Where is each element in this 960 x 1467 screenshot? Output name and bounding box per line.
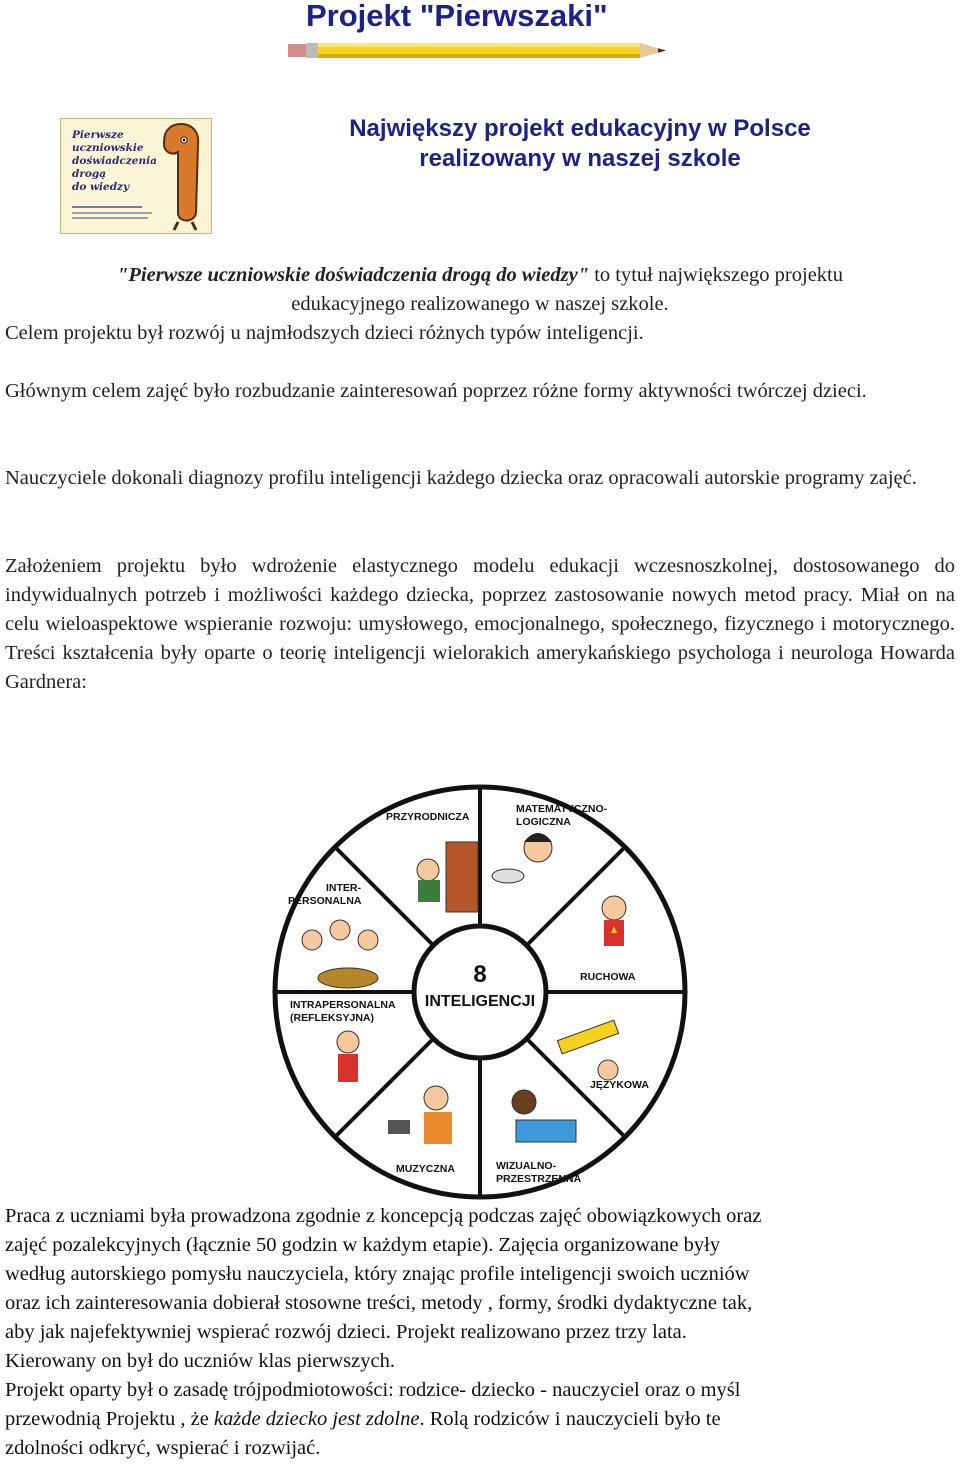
label-wizualno-2: PRZESTRZENNA	[496, 1173, 582, 1185]
work-line-8-b: . Rolą rodziców i nauczycieli było te	[419, 1408, 721, 1430]
label-przyrodnicza: PRZYRODNICZA	[386, 811, 470, 823]
work-line-6: Kierowany on był do uczniów klas pierwszych.	[5, 1350, 395, 1372]
project-name: "Pierwsze uczniowskie doświadczenia drogą do wiedzy"	[117, 264, 590, 286]
subtitle	[300, 114, 860, 174]
project-logo	[60, 118, 212, 234]
work-line-5: aby jak najefektywniej wspierać rozwój dzieci. Projekt realizowano przez trzy lata.	[5, 1321, 687, 1343]
label-matematyczno-2: LOGICZNA	[516, 816, 571, 828]
label-muzyczna: MUZYCZNA	[396, 1163, 455, 1175]
paragraph-assumption: Założeniem projektu było wdrożenie elastycznego modelu edukacji wczesnoszkolnej, dostosowanego do indywidualnych potrzeb i możliwości każdego dziecka, poprzez zastosowanie nowych metod pracy. Miał on na celu wieloaspektowe wspieranie rozwoju: umysłowego, emocjonalnego, społecznego, fizycznego i motorycznego. Treści kształcenia były oparte o teorię inteligencji wielorakich amerykańskiego psychologa i neurologa Howarda Gardnera:	[5, 555, 955, 693]
intro-text-2: edukacyjnego realizowanego w naszej szkole.	[291, 293, 669, 315]
work-line-8	[5, 1405, 955, 1434]
paragraph-work	[5, 1202, 955, 1463]
logo-line-2: uczniowskie	[72, 142, 144, 154]
page-title: Projekt "Pierwszaki"	[306, 0, 608, 33]
label-ruchowa: RUCHOWA	[580, 971, 636, 983]
logo-line-4: drogą	[72, 168, 107, 180]
label-intra-2: (REFLEKSYJNA)	[290, 1012, 375, 1024]
center-label: INTELIGENCJI	[424, 993, 536, 1010]
work-line-2: zajęć pozalekcyjnych (łącznie 50 godzin w każdym etapie). Zajęcia organizowane były	[5, 1234, 721, 1256]
label-intra-1: INTRAPERSONALNA	[290, 999, 396, 1011]
work-line-8-a: przewodnią Projektu , że	[5, 1408, 214, 1430]
label-inter-1: INTER-	[326, 882, 361, 894]
work-line-9: zdolności odkryć, wspierać i rozwijać.	[5, 1437, 321, 1459]
intro-goal: Celem projektu był rozwój u najmłodszych dzieci różnych typów inteligencji.	[5, 322, 644, 344]
work-line-1: Praca z uczniami była prowadzona zgodnie z koncepcją podczas zajęć obowiązkowych oraz	[5, 1205, 762, 1227]
intro-paragraph	[5, 261, 955, 319]
work-line-4: oraz ich zainteresowania dobierał stosowne treści, metody , formy, środki dydaktyczne tak,	[5, 1292, 753, 1314]
paragraph-goal: Głównym celem zajęć było rozbudzanie zainteresowań poprzez różne formy aktywności twórczej dzieci.	[5, 380, 867, 402]
work-line-7: Projekt oparty był o zasadę trójpodmiotowości: rodzice- dziecko - nauczyciel oraz o myśl	[5, 1379, 741, 1401]
subtitle-line-2: realizowany w naszej szkole	[419, 145, 741, 172]
work-line-3: według autorskiego pomysłu nauczyciela, który znając profile inteligencji swoich uczniów	[5, 1263, 750, 1285]
intro-text-1: to tytuł największego projektu	[589, 264, 843, 286]
paragraph-diagnosis: Nauczyciele dokonali diagnozy profilu inteligencji każdego dziecka oraz opracowali autorskie programy zajęć.	[5, 467, 917, 489]
logo-line-1: Pierwsze	[72, 129, 124, 141]
subtitle-line-1: Największy projekt edukacyjny w Polsce	[349, 115, 811, 142]
logo-line-3: doświadczenia	[72, 155, 157, 167]
label-wizualno-1: WIZUALNO-	[496, 1160, 557, 1172]
page-header	[0, 0, 960, 36]
label-jezykowa: JĘZYKOWA	[590, 1079, 649, 1091]
intelligence-wheel-diagram	[268, 780, 692, 1200]
motto: każde dziecko jest zdolne	[213, 1408, 420, 1430]
pencil-icon	[288, 40, 672, 62]
label-inter-2: PERSONALNA	[288, 895, 362, 907]
label-matematyczno-1: MATEMATYCZNO-	[516, 803, 608, 815]
logo-line-5: do wiedzy	[72, 181, 130, 193]
center-number: 8	[473, 961, 487, 988]
